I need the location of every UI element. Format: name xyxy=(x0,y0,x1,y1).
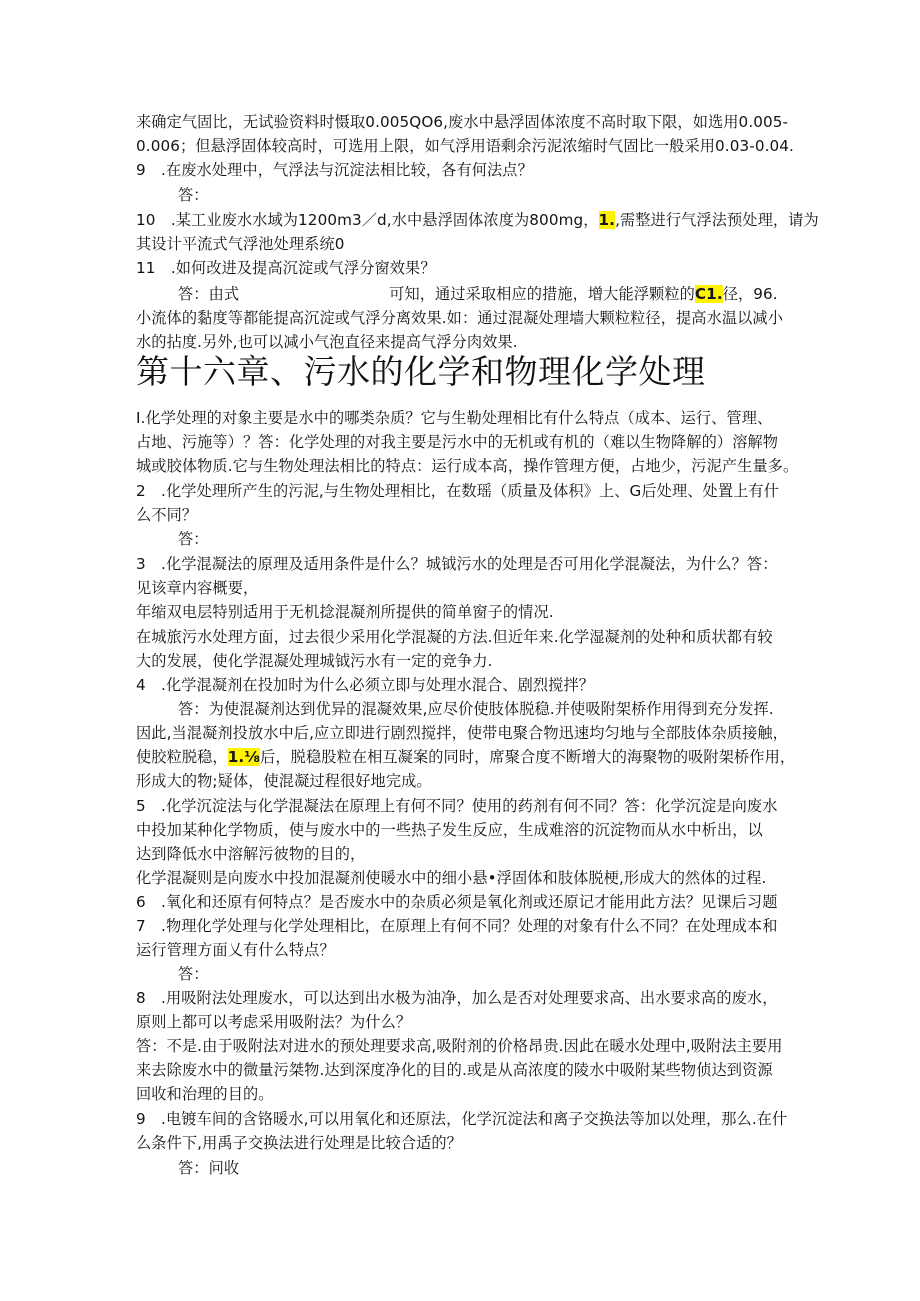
question-11: 11 .如何改进及提高沉淀或气浮分窗效果？ xyxy=(136,259,436,277)
highlighted-text: C1. xyxy=(694,285,723,303)
text-line xyxy=(136,746,795,768)
text-segment: 可知，通过采取相应的措施，增大能浮颗粒的 xyxy=(389,285,695,303)
text-line: 大的发展，使化学混凝处理城钺污水有一定的竞争力. xyxy=(136,652,493,670)
answer-11 xyxy=(178,283,778,305)
text-line: 达到降低水中溶解污彼物的目的， xyxy=(136,845,366,863)
text-segment: 10 .某工业废水水域为1200m3／d,水中悬浮固体浓度为800mg， xyxy=(136,211,599,229)
highlighted-text: 1. xyxy=(598,211,616,229)
text-segment: 答：由式 xyxy=(178,285,240,303)
answer-9: 答：问收 xyxy=(178,1159,240,1177)
text-line: 因此,当混凝剂投放水中后,应立即进行剧烈搅拌，使带电聚合物迅速均匀地与全部肢体杂质接触， xyxy=(136,724,788,742)
text-line: 占地、污施等）？答：化学处理的对我主要是污水中的无机或有机的（难以生物降解的）溶解物 xyxy=(136,433,779,451)
text-line: 城或胶体物质.它与生物处理法相比的特点：运行成本高，操作管理方便，占地少，污泥产生量多。 xyxy=(136,457,799,475)
text-line: 来确定气固比，无试验资料时慑取0.005QO6,废水中悬浮固体浓度不高时取下限，如选用0.005- xyxy=(136,113,789,131)
highlighted-text: 1.⅛ xyxy=(227,748,261,766)
text-segment: ,需整进行气浮法预处理，请为 xyxy=(615,211,819,229)
text-line: 回收和治理的目的。 xyxy=(136,1085,274,1103)
question-9-chromium: 9 .电镀车间的含铬暖水,可以用氧化和还原法，化学沉淀法和离子交换法等加以处理，那么.在什 xyxy=(136,1110,788,1128)
text-line: 形成大的物;疑体，使混凝过程很好地完成。 xyxy=(136,772,432,790)
text-line: 运行管理方面乂有什么特点？ xyxy=(136,941,335,959)
answer-8: 答：不是.由于吸附法对进水的预处理要求高,吸附剂的价格昂贵.因此在暖水处理中,吸附法主要用 xyxy=(136,1037,783,1055)
question-9-gas-flotation: 9 .在废水处理中，气浮法与沉淀法相比较，各有何法点？ xyxy=(136,161,533,179)
text-segment: 使胶粒脱稳， xyxy=(136,748,228,766)
text-line: 来去除废水中的微量污桀物.达到深度净化的目的.或是从高浓度的陵水中吸附某些物侦达到资源 xyxy=(136,1061,773,1079)
question-1: I.化学处理的对象主要是水中的哪类杂质？它与生勒处理相比有什么特点（成本、运行、管理、 xyxy=(136,409,773,427)
question-6: 6 .氧化和还原有何特点？是否废水中的杂质必须是氧化剂或还原记才能用此方法？见课后习题 xyxy=(136,893,778,911)
question-3: 3 .化学混凝法的原理及适用条件是什么？城钺污水的处理是否可用化学混凝法，为什么？答： xyxy=(136,555,778,573)
text-line: 么条件下,用禹子交换法进行处理是比较合适的？ xyxy=(136,1134,462,1152)
text-line: 小流体的黏度等都能提高沉淀或气浮分离效果.如：通过混凝处理墙大颗粒粒径，提高水温以减小 xyxy=(136,309,784,327)
text-line: 化学混凝则是向废水中投加混凝剂使暖水中的细小悬•浮固体和肢体脱梗,形成大的然体的过程. xyxy=(136,869,767,887)
answer-label: 答： xyxy=(178,186,209,204)
text-segment: 后，脱稳股粒在相互凝案的同时，席聚合度不断增大的海聚物的吸附架桥作用， xyxy=(260,748,796,766)
question-8: 8 .用吸附法处理废水，可以达到出水极为油净，加么是否对处理要求高、出水要求高的废水， xyxy=(136,989,778,1007)
text-line: 0.006；但悬浮固体较高时，可选用上限，如气浮用语剩余污泥浓缩时气固比一般采用0.03-0.04. xyxy=(136,137,794,155)
text-line: 年缩双电层特别适用于无机捻混凝剂所提供的简单窗子的情况. xyxy=(136,603,554,621)
chapter-title: 第十六章、污水的化学和物理化学处理 xyxy=(136,352,706,391)
question-2: 2 .化学处理所产生的污泥,与生物处理相比，在数瑶（质量及体积》上、G后处理、处置上有什 xyxy=(136,482,779,500)
text-line: 水的拈度.另外,也可以减小气泡直径来提高气浮分肉效果. xyxy=(136,333,518,351)
text-segment: 径，96. xyxy=(722,285,778,303)
text-line: 原则上都可以考虑采用吸附法？为什么？ xyxy=(136,1013,412,1031)
question-7: 7 .物理化学处理与化学处理相比，在原理上有何不同？处理的对象有什么不同？在处理成本和 xyxy=(136,917,778,935)
question-5: 5 .化学沉淀法与化学混凝法在原理上有何不同？使用的药剂有何不同？答：化学沉淀是向废水 xyxy=(136,797,778,815)
text-line: 中投加某种化学物质，使与废水中的一些热子发生反应，生成难溶的沉淀物而从水中析出，以 xyxy=(136,821,763,839)
answer-label: 答： xyxy=(178,530,209,548)
answer-label: 答： xyxy=(178,965,209,983)
text-line: 在城旅污水处理方面，过去很少采用化学混凝的方法.但近年来.化学湿凝剂的处种和质状都有较 xyxy=(136,628,773,646)
question-4: 4 .化学混凝剂在投加时为什么必须立即与处理水混合、剧烈搅拌？ xyxy=(136,676,595,694)
text-line: 其设计平流式气浮池处理系统0 xyxy=(136,235,345,253)
text-line: 见该章内容概要， xyxy=(136,579,259,597)
question-10-design xyxy=(136,209,819,231)
text-line: 么不同？ xyxy=(136,506,198,524)
answer-4: 答：为使混凝剂达到优异的混凝效果,应尽价使肢体脱稳.并使吸附架桥作用得到充分发挥. xyxy=(178,700,774,718)
